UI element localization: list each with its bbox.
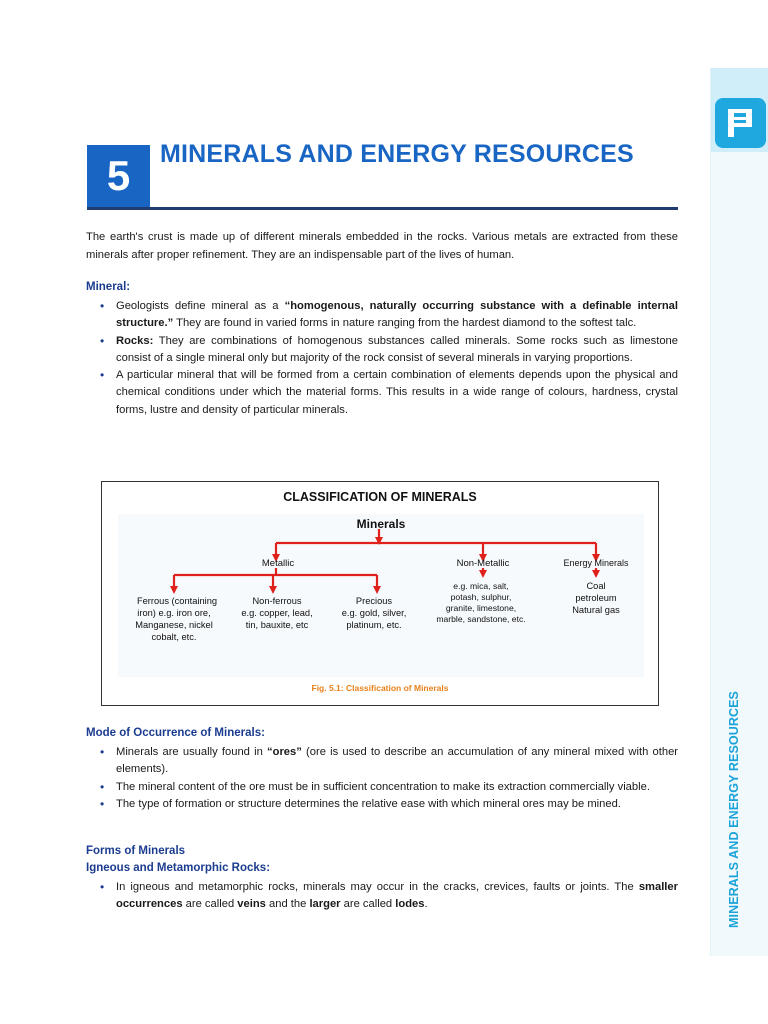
chapter-title: MINERALS AND ENERGY RESOURCES <box>160 140 634 168</box>
figure-title: CLASSIFICATION OF MINERALS <box>283 490 477 504</box>
nonmetallic-example-line: e.g. mica, salt, <box>453 581 509 591</box>
diagram-svg <box>118 514 644 677</box>
forms-heading: Forms of Minerals <box>86 845 186 857</box>
nonmetallic-example-line: granite, limestone, <box>445 603 517 613</box>
ferrous-line: Ferrous (containing <box>136 596 218 606</box>
list-item: • In igneous and metamorphic rocks, minerals may occur in the cracks, crevices, faults or joints. The smaller occurrences are called veins and the larger are called lodes. <box>86 879 678 914</box>
nonmetallic-example-line: marble, sandstone, etc. <box>436 614 526 624</box>
connector-lines <box>174 529 596 590</box>
list-item: • Minerals are usually found in “ores” (ore is used to describe an accumulation of any mineral mixed with other elements). <box>86 744 678 779</box>
list-item: • Geologists define mineral as a “homogenous, naturally occurring substance with a definable internal structure.” They are found in varied forms in nature ranging from the hardest diamond to the softest talc. <box>86 298 678 333</box>
sidebar-section-title: MINERALS AND ENERGY RESOURCES <box>727 691 741 928</box>
metallic-node: Metallic <box>261 558 295 569</box>
nonmetallic-example-line: potash, sulphur, <box>450 592 512 602</box>
title-divider <box>87 207 678 210</box>
publisher-logo <box>715 98 766 148</box>
mineral-bullets <box>86 298 678 419</box>
nonferrous-line: e.g. copper, lead, <box>241 608 313 618</box>
intro-paragraph: The earth's crust is made up of different minerals embedded in the rocks. Various metals are extracted from these minerals after proper refinement. They are an indispensable part of the lives of human. <box>86 231 678 261</box>
energy-node: Energy Minerals <box>563 558 629 568</box>
occurrence-heading: Mode of Occurrence of Minerals: <box>86 727 265 739</box>
nonmetallic-examples <box>436 581 525 624</box>
precious-line: Precious <box>355 596 393 606</box>
list-item: • The type of formation or structure determines the relative ease with which mineral ores may be mined. <box>86 796 678 813</box>
precious-line: platinum, etc. <box>346 620 402 630</box>
energy-example-line: Natural gas <box>572 605 620 615</box>
classification-figure <box>101 481 659 706</box>
forms-subheading: Igneous and Metamorphic Rocks: <box>86 862 271 874</box>
ferrous-node <box>135 596 217 642</box>
nonferrous-node <box>241 596 312 630</box>
nonmetallic-node: Non-Metallic <box>456 558 510 569</box>
energy-example-line: Coal <box>586 581 606 591</box>
ferrous-line: iron) e.g. iron ore, <box>137 608 211 618</box>
precious-line: e.g. gold, silver, <box>341 608 407 618</box>
precious-node <box>342 596 407 630</box>
p-logo-icon <box>726 107 756 139</box>
list-item: • Rocks: They are combinations of homogenous substances called minerals. Some rocks such as limestone consist of a single mineral only but majority of the rock consist of several minerals in varying proportions. <box>86 333 678 368</box>
list-item: • A particular mineral that will be formed from a certain combination of elements depends upon the physical and chemical conditions under which the material forms. This results in a wide range of colours, hardness, crystal forms, lustre and density of particular minerals. <box>86 367 678 419</box>
energy-example-line: petroleum <box>575 593 617 603</box>
energy-examples <box>572 581 620 615</box>
occurrence-bullets <box>86 744 678 813</box>
nonferrous-line: Non-ferrous <box>252 596 302 606</box>
root-node: Minerals <box>356 517 406 531</box>
mineral-heading: Mineral: <box>86 281 131 293</box>
classification-diagram <box>118 514 644 677</box>
figure-caption: Fig. 5.1: Classification of Minerals <box>311 683 449 693</box>
ferrous-line: cobalt, etc. <box>151 632 197 642</box>
chapter-number: 5 <box>87 145 150 207</box>
ferrous-line: Manganese, nickel <box>135 620 213 630</box>
list-item: • The mineral content of the ore must be in sufficient concentration to make its extraction commercially viable. <box>86 779 678 796</box>
forms-bullets <box>86 879 678 914</box>
nonferrous-line: tin, bauxite, etc <box>245 620 309 630</box>
